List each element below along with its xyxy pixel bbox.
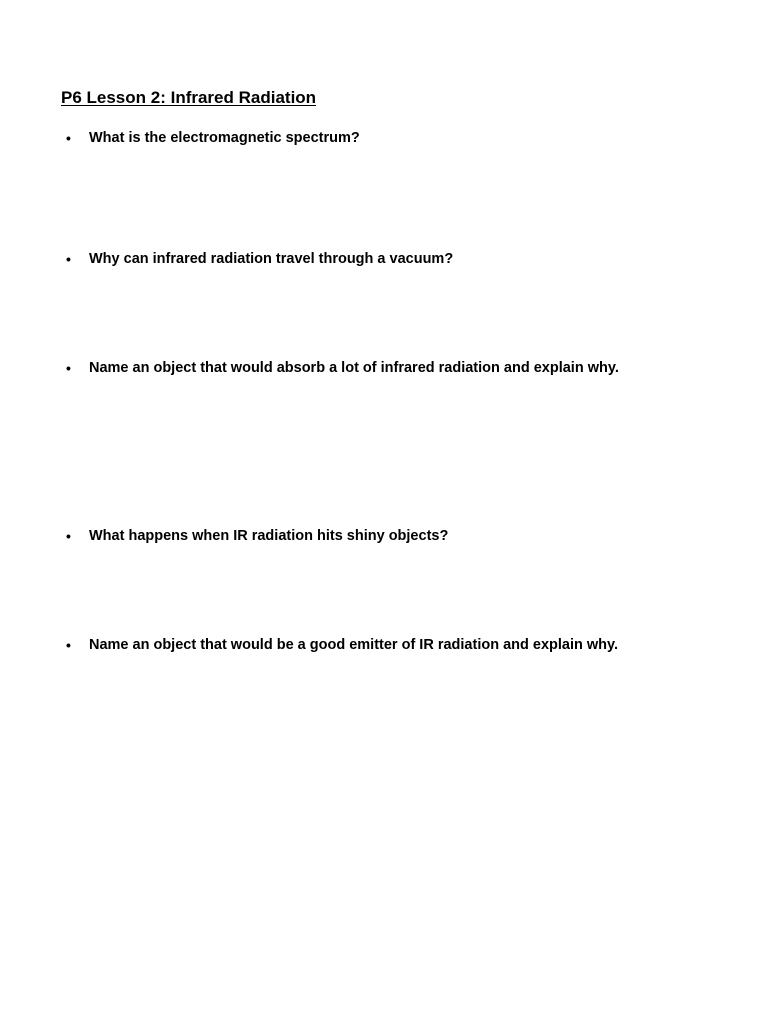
bullet-icon: • xyxy=(66,528,71,544)
bullet-icon: • xyxy=(66,360,71,376)
question-item xyxy=(66,126,636,150)
bullet-icon: • xyxy=(66,637,71,653)
bullet-icon: • xyxy=(66,130,71,146)
question-item xyxy=(66,524,636,548)
question-item xyxy=(66,356,636,380)
bullet-icon: • xyxy=(66,251,71,267)
question-text: Why can infrared radiation travel through a vacuum? xyxy=(89,251,454,267)
question-text: What is the electromagnetic spectrum? xyxy=(89,130,360,146)
question-item xyxy=(66,247,636,271)
question-item xyxy=(66,633,636,657)
question-text: Name an object that would be a good emitter of IR radiation and explain why. xyxy=(89,637,619,653)
page-title: P6 Lesson 2: Infrared Radiation xyxy=(61,88,317,107)
question-text: What happens when IR radiation hits shiny objects? xyxy=(89,528,449,544)
question-text: Name an object that would absorb a lot of infrared radiation and explain why. xyxy=(89,360,619,376)
